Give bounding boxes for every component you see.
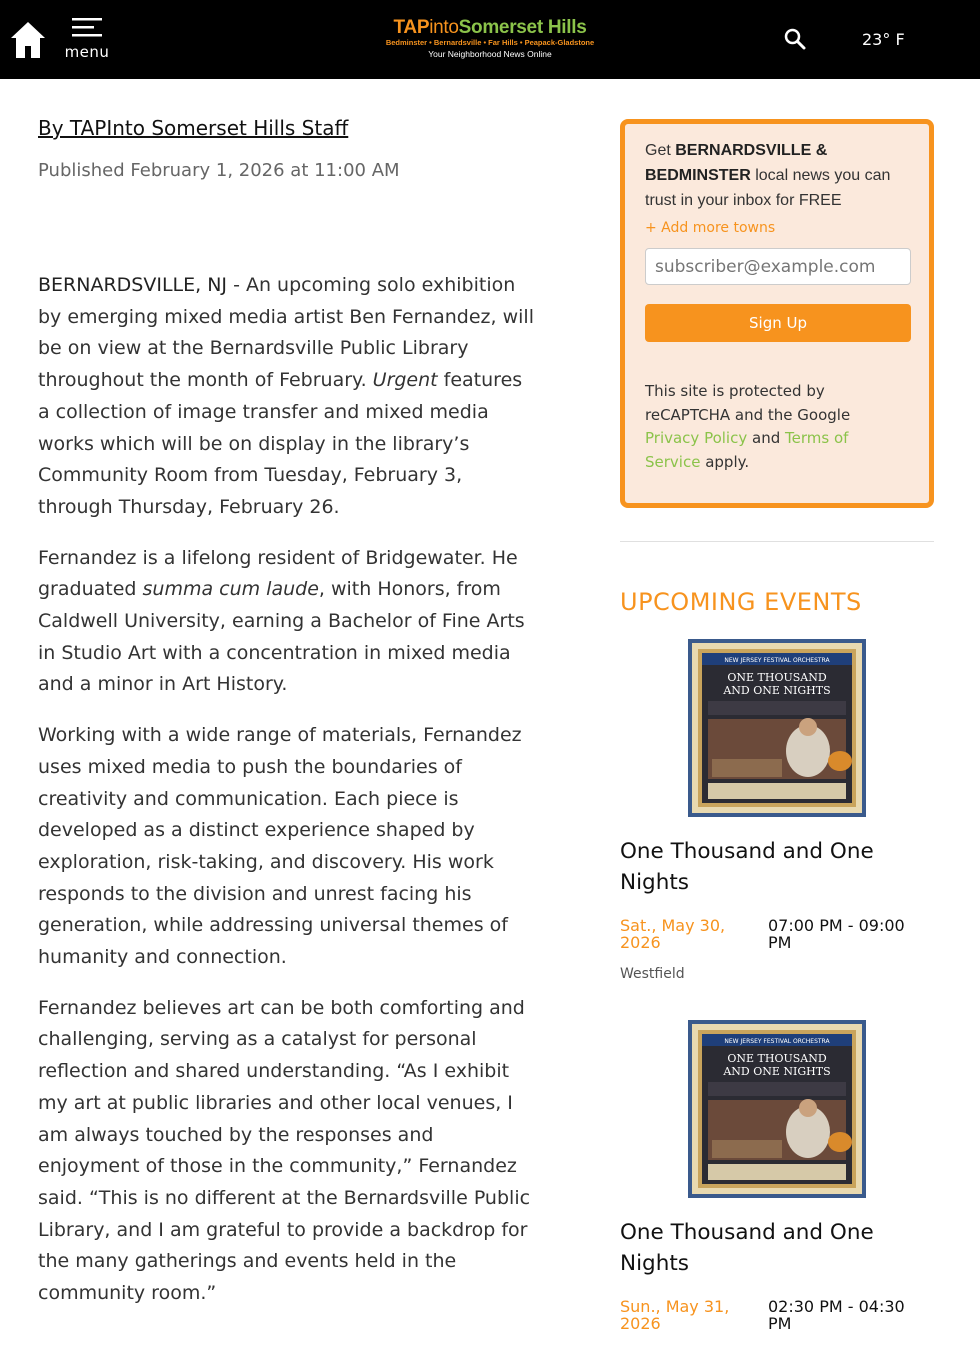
- svg-text:ONE THOUSAND: ONE THOUSAND: [727, 1052, 827, 1065]
- event-time: 07:00 PM - 09:00 PM: [768, 916, 905, 952]
- svg-text:AND ONE NIGHTS: AND ONE NIGHTS: [723, 684, 831, 697]
- privacy-policy-link[interactable]: Privacy Policy: [645, 429, 748, 447]
- article-body: [38, 270, 538, 1329]
- site-logo[interactable]: [380, 18, 600, 62]
- event-location: Westfield: [620, 966, 685, 982]
- svg-text:NEW JERSEY FESTIVAL ORCHESTRA: NEW JERSEY FESTIVAL ORCHESTRA: [724, 657, 830, 664]
- top-nav-bar: [0, 0, 980, 79]
- sign-up-button[interactable]: Sign Up: [645, 304, 911, 342]
- event-poster-image[interactable]: [688, 1020, 866, 1198]
- event-time: 02:30 PM - 04:30 PM: [768, 1297, 905, 1333]
- sidebar-divider: [620, 541, 934, 542]
- hamburger-icon: [72, 18, 102, 38]
- svg-text:NEW JERSEY FESTIVAL ORCHESTRA: NEW JERSEY FESTIVAL ORCHESTRA: [724, 1038, 830, 1045]
- logo-wordmark: TAPintoSomerset Hills: [393, 17, 587, 38]
- signup-description: Get BERNARDSVILLE & BEDMINSTER local news you can trust in your inbox for FREE: [645, 142, 891, 209]
- dateline: BERNARDSVILLE, NJ: [38, 274, 228, 296]
- svg-text:ONE THOUSAND: ONE THOUSAND: [727, 671, 827, 684]
- article-byline[interactable]: By TAPInto Somerset Hills Staff: [38, 116, 349, 140]
- event-title[interactable]: One Thousand and One Nights: [620, 839, 874, 895]
- menu-label: menu: [64, 43, 110, 61]
- add-more-towns-link[interactable]: + Add more towns: [645, 220, 776, 236]
- home-icon[interactable]: [9, 20, 47, 60]
- terms-of-service-link[interactable]: Terms of Service: [645, 429, 849, 471]
- search-icon[interactable]: [784, 28, 806, 50]
- event-title[interactable]: One Thousand and One Nights: [620, 1220, 874, 1276]
- article-paragraph: Fernandez believes art can be both comforting and challenging, serving as a catalyst for personal reflection and shared understanding. “As I exhibit my art at public libraries and other local venues, I am always touched by the responses and enjoyment of those in the community,” Fernandez said. “This is no different at the Bernardsville Public Library, and I am grateful to provide a backdrop for the many gatherings and events held in the community room.”: [38, 996, 531, 1305]
- weather-temperature[interactable]: 23° F: [862, 30, 905, 49]
- logo-towns: Bedminster • Bernardsville • Far Hills • Peapack-Gladstone: [385, 38, 595, 47]
- logo-tagline: Your Neighborhood News Online: [428, 49, 552, 59]
- svg-text:AND ONE NIGHTS: AND ONE NIGHTS: [723, 1065, 831, 1078]
- article-paragraph: Working with a wide range of materials, Fernandez uses mixed media to push the boundaries of creativity and communication. Each piece is developed as a distinct experience shaped by exploration, risk-taking, and discovery. His work responds to the division and unrest facing his generation, while addressing universal themes of humanity and connection.: [38, 724, 522, 969]
- menu-button[interactable]: [62, 16, 112, 62]
- recaptcha-notice: This site is protected by reCAPTCHA and the Google Privacy Policy and Terms of Service apply.: [645, 382, 851, 471]
- exhibition-title: Urgent: [372, 369, 438, 392]
- published-date: Published February 1, 2026 at 11:00 AM: [38, 160, 400, 181]
- event-poster-image[interactable]: [688, 639, 866, 817]
- upcoming-events-heading: UPCOMING EVENTS: [620, 588, 862, 616]
- newsletter-signup-box: [620, 119, 934, 508]
- event-date: Sun., May 31, 2026: [620, 1297, 730, 1333]
- article-paragraph: Fernandez is a lifelong resident of Bridgewater. He graduated summa cum laude, with Honors, from Caldwell University, earning a Bachelor of Fine Arts in Studio Art with a concentration in mixed media and a minor in Art History.: [38, 546, 525, 696]
- article-paragraph: BERNARDSVILLE, NJ - An upcoming solo exhibition by emerging mixed media artist Ben Fernandez, will be on view at the Bernardsville Public Library throughout the month of February. Urgent features a collection of image transfer and mixed media works which will be on display in the library’s Community Room from Tuesday, February 3, through Thursday, February 26.: [38, 274, 534, 518]
- email-input[interactable]: [645, 248, 911, 285]
- event-date: Sat., May 30, 2026: [620, 916, 726, 952]
